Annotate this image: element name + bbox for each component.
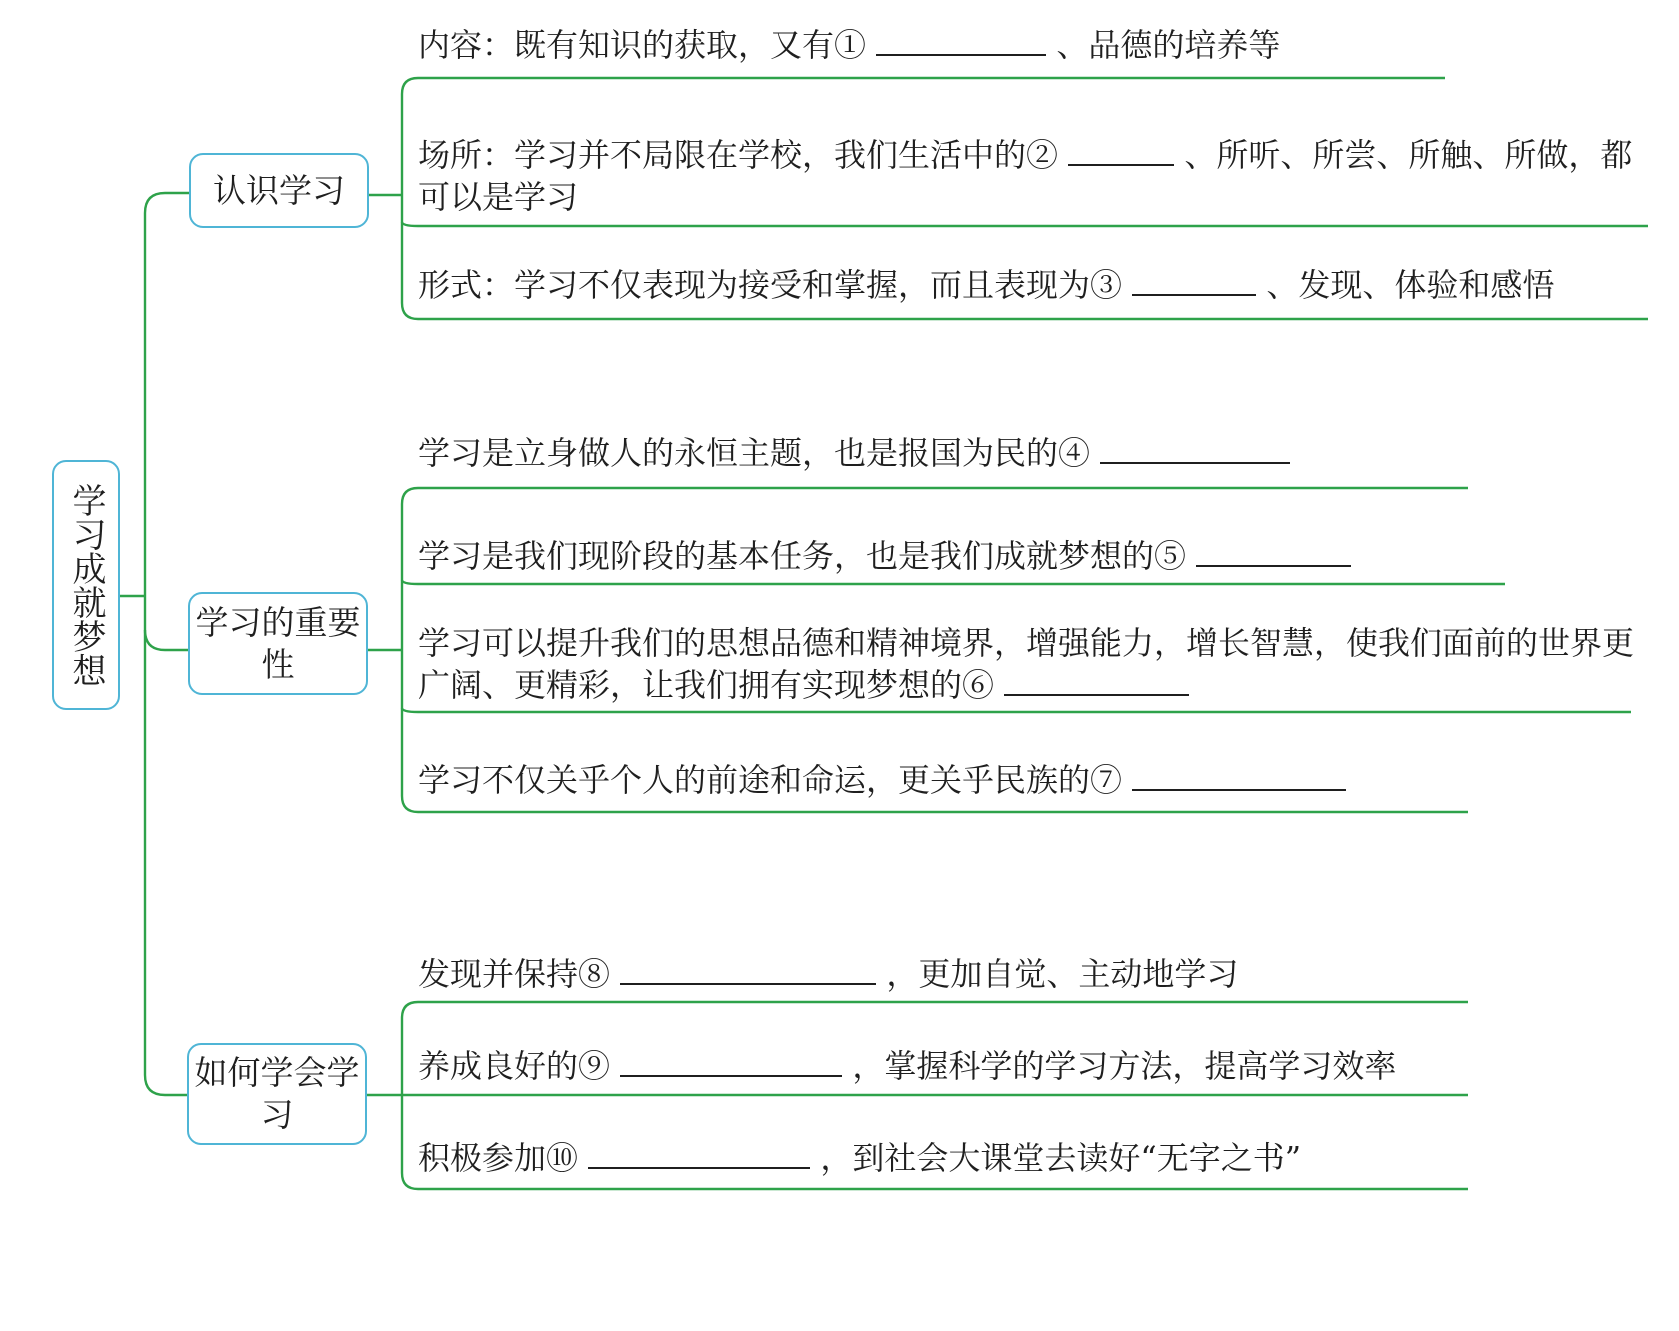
leaf-text-before: 内容：既有知识的获取，又有① <box>418 26 867 64</box>
leaf-item <box>418 622 1643 706</box>
leaf-item <box>418 1137 1301 1179</box>
fill-blank-3[interactable] <box>1132 264 1256 296</box>
leaf-item <box>418 24 1280 66</box>
branch-1-bracket <box>402 78 418 319</box>
leaf-text-before: 积极参加⑩ <box>418 1139 579 1177</box>
leaf-item <box>418 432 1290 474</box>
leaf-text-before: 形式：学习不仅表现为接受和掌握，而且表现为③ <box>418 266 1123 304</box>
leaf-text-after: 、品德的培养等 <box>1056 26 1281 64</box>
branch-label: 认识学习 <box>213 170 345 210</box>
leaf-2-3-connector <box>402 708 418 712</box>
fill-blank-1[interactable] <box>876 24 1046 56</box>
leaf-item <box>418 535 1351 577</box>
branch-node-importance-of-learning <box>188 592 368 695</box>
leaf-text-before: 场所：学习并不局限在学校，我们生活中的② <box>418 136 1059 174</box>
leaf-text-after: ，掌握科学的学习方法，提高学习效率 <box>852 1047 1397 1085</box>
leaf-text-after: ，更加自觉、主动地学习 <box>886 955 1239 993</box>
fill-blank-5[interactable] <box>1196 535 1351 567</box>
trunk-to-branch-2 <box>145 630 188 650</box>
leaf-text-before: 学习是立身做人的永恒主题，也是报国为民的④ <box>418 434 1091 472</box>
root-node <box>52 460 120 710</box>
root-label: 学习成就梦想 <box>66 483 106 687</box>
branch-node-how-to-learn <box>187 1043 367 1145</box>
leaf-text-before: 发现并保持⑧ <box>418 955 611 993</box>
leaf-text-after: 、发现、体验和感悟 <box>1266 266 1555 304</box>
branch-label: 如何学会学习 <box>194 1053 360 1134</box>
leaf-item <box>418 953 1238 995</box>
leaf-text-after: ，到社会大课堂去读好“无字之书” <box>820 1139 1302 1177</box>
leaf-text-before: 学习可以提升我们的思想品德和精神境界，增强能力，增长智慧，使我们面前的世界更广阔、更精彩，让我们拥有实现梦想的⑥ <box>418 624 1635 704</box>
leaf-text-before: 学习是我们现阶段的基本任务，也是我们成就梦想的⑤ <box>418 537 1187 575</box>
leaf-2-2-connector <box>402 580 418 584</box>
fill-blank-8[interactable] <box>620 953 876 985</box>
leaf-1-2-connector <box>402 222 418 226</box>
fill-blank-4[interactable] <box>1100 432 1290 464</box>
leaf-text-before: 学习不仅关乎个人的前途和命运，更关乎民族的⑦ <box>418 761 1123 799</box>
leaf-item <box>418 1045 1396 1087</box>
branch-label: 学习的重要性 <box>195 602 361 684</box>
leaf-text-before: 养成良好的⑨ <box>418 1047 611 1085</box>
leaf-item <box>418 264 1554 306</box>
leaf-text-after: 、所听、所尝、所触、所做，都可以是学习 <box>418 136 1633 216</box>
leaf-item <box>418 134 1643 218</box>
leaf-item <box>418 759 1346 801</box>
trunk-line <box>145 193 187 1095</box>
fill-blank-9[interactable] <box>620 1045 842 1077</box>
fill-blank-10[interactable] <box>588 1137 810 1169</box>
fill-blank-2[interactable] <box>1068 134 1174 166</box>
branch-node-understand-learning <box>189 153 369 228</box>
branch-2-bracket <box>402 488 418 812</box>
fill-blank-6[interactable] <box>1004 664 1189 696</box>
fill-blank-7[interactable] <box>1132 759 1346 791</box>
